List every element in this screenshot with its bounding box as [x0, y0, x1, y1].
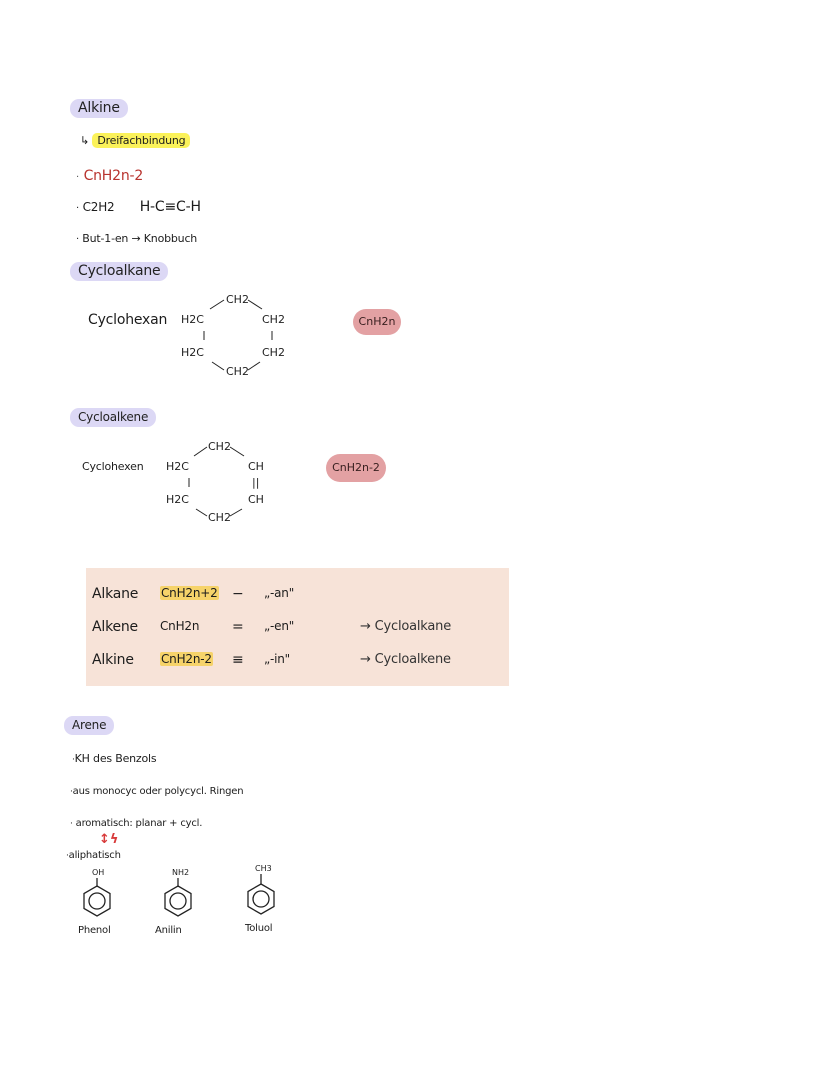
cyclohexen-label: Cyclohexen — [82, 460, 144, 473]
anilin-ring-icon — [165, 878, 191, 916]
arene-bullet-4: ·aliphatisch — [66, 850, 121, 861]
row-arrow-text: → Cycloalkene — [360, 652, 451, 667]
anilin-group: NH2 — [172, 868, 190, 877]
arene-bullet-3: · aromatisch: planar + cycl. — [70, 818, 203, 829]
ring1-top: CH2 — [226, 293, 249, 306]
cycloalkene-badge-text: CnH2n-2 — [332, 461, 380, 474]
row-bond: = — [232, 619, 244, 635]
anilin-label: Anilin — [155, 925, 182, 936]
ring2-right-lower: CH — [248, 493, 264, 506]
ring1-left-upper: H2C — [181, 313, 204, 326]
arene-bullet-1: ·KH des Benzols — [72, 752, 157, 765]
row-name: Alkine — [92, 652, 134, 668]
ring2-left-lower: H2C — [166, 493, 189, 506]
butene-text: But-1-en → Knobbuch — [82, 232, 198, 245]
cycloalkane-badge-text: CnH2n — [358, 315, 396, 328]
cyclohexan-label: Cyclohexan — [88, 312, 168, 328]
phenol-ring-icon — [84, 878, 110, 916]
ring2-left-upper: H2C — [166, 460, 189, 473]
general-formula: CnH2n-2 — [83, 168, 144, 184]
contrast-mark-icon: ↕ϟ — [99, 832, 119, 847]
ethin-structure: H-C≡C-H — [139, 199, 201, 215]
ring1-right-upper: CH2 — [262, 313, 285, 326]
toluol-label: Toluol — [245, 923, 273, 934]
toluol-ring-icon — [248, 874, 274, 914]
toluol-group: CH3 — [255, 864, 272, 873]
ring1-right-lower: CH2 — [262, 346, 285, 359]
phenol-group: OH — [92, 868, 105, 877]
arene-bullet-2: ·aus monocyc oder polycycl. Ringen — [70, 786, 244, 797]
row-formula: CnH2n+2 — [161, 586, 218, 600]
ring2-top: CH2 — [208, 440, 231, 453]
bullet-ethin: · C2H2 H-C≡C-H — [76, 199, 201, 215]
arene-bullet-3-text: aromatisch: planar + cycl. — [75, 818, 203, 829]
row-formula: CnH2n — [160, 619, 200, 633]
ring2-double-bond: || — [252, 476, 260, 489]
alkine-title: Alkine — [78, 100, 120, 116]
arene-bullet-4-text: aliphatisch — [68, 850, 121, 861]
arene-bullet-2-text: aus monocyc oder polycycl. Ringen — [72, 786, 244, 797]
cycloalkane-title: Cycloalkane — [78, 263, 161, 279]
row-name: Alkene — [92, 619, 138, 635]
row-suffix: „-an" — [264, 586, 295, 600]
row-bond: − — [232, 586, 244, 602]
row-name: Alkane — [92, 586, 139, 602]
ring2-right-upper: CH — [248, 460, 264, 473]
row-bond: ≡ — [232, 652, 244, 668]
ring1-left-lower: H2C — [181, 346, 204, 359]
cycloalkene-title: Cycloalkene — [78, 410, 149, 424]
row-suffix: „-in" — [264, 652, 291, 666]
bullet-butene: · But-1-en → Knobbuch — [76, 232, 198, 245]
dreifach-label: Dreifachbindung — [97, 134, 186, 147]
arene-bullet-1-text: KH des Benzols — [74, 752, 157, 765]
phenol-label: Phenol — [78, 925, 111, 936]
ethin-formula: C2H2 — [82, 200, 115, 214]
row-arrow-text: → Cycloalkane — [360, 619, 451, 634]
arene-title: Arene — [72, 718, 107, 732]
ring1-bottom: CH2 — [226, 365, 249, 378]
bullet-general-formula: · CnH2n-2 — [76, 168, 144, 184]
row-formula: CnH2n-2 — [161, 652, 212, 666]
row-suffix: „-en" — [264, 619, 295, 633]
ring2-bottom: CH2 — [208, 511, 231, 524]
arrow-icon: ↳ — [80, 134, 90, 147]
